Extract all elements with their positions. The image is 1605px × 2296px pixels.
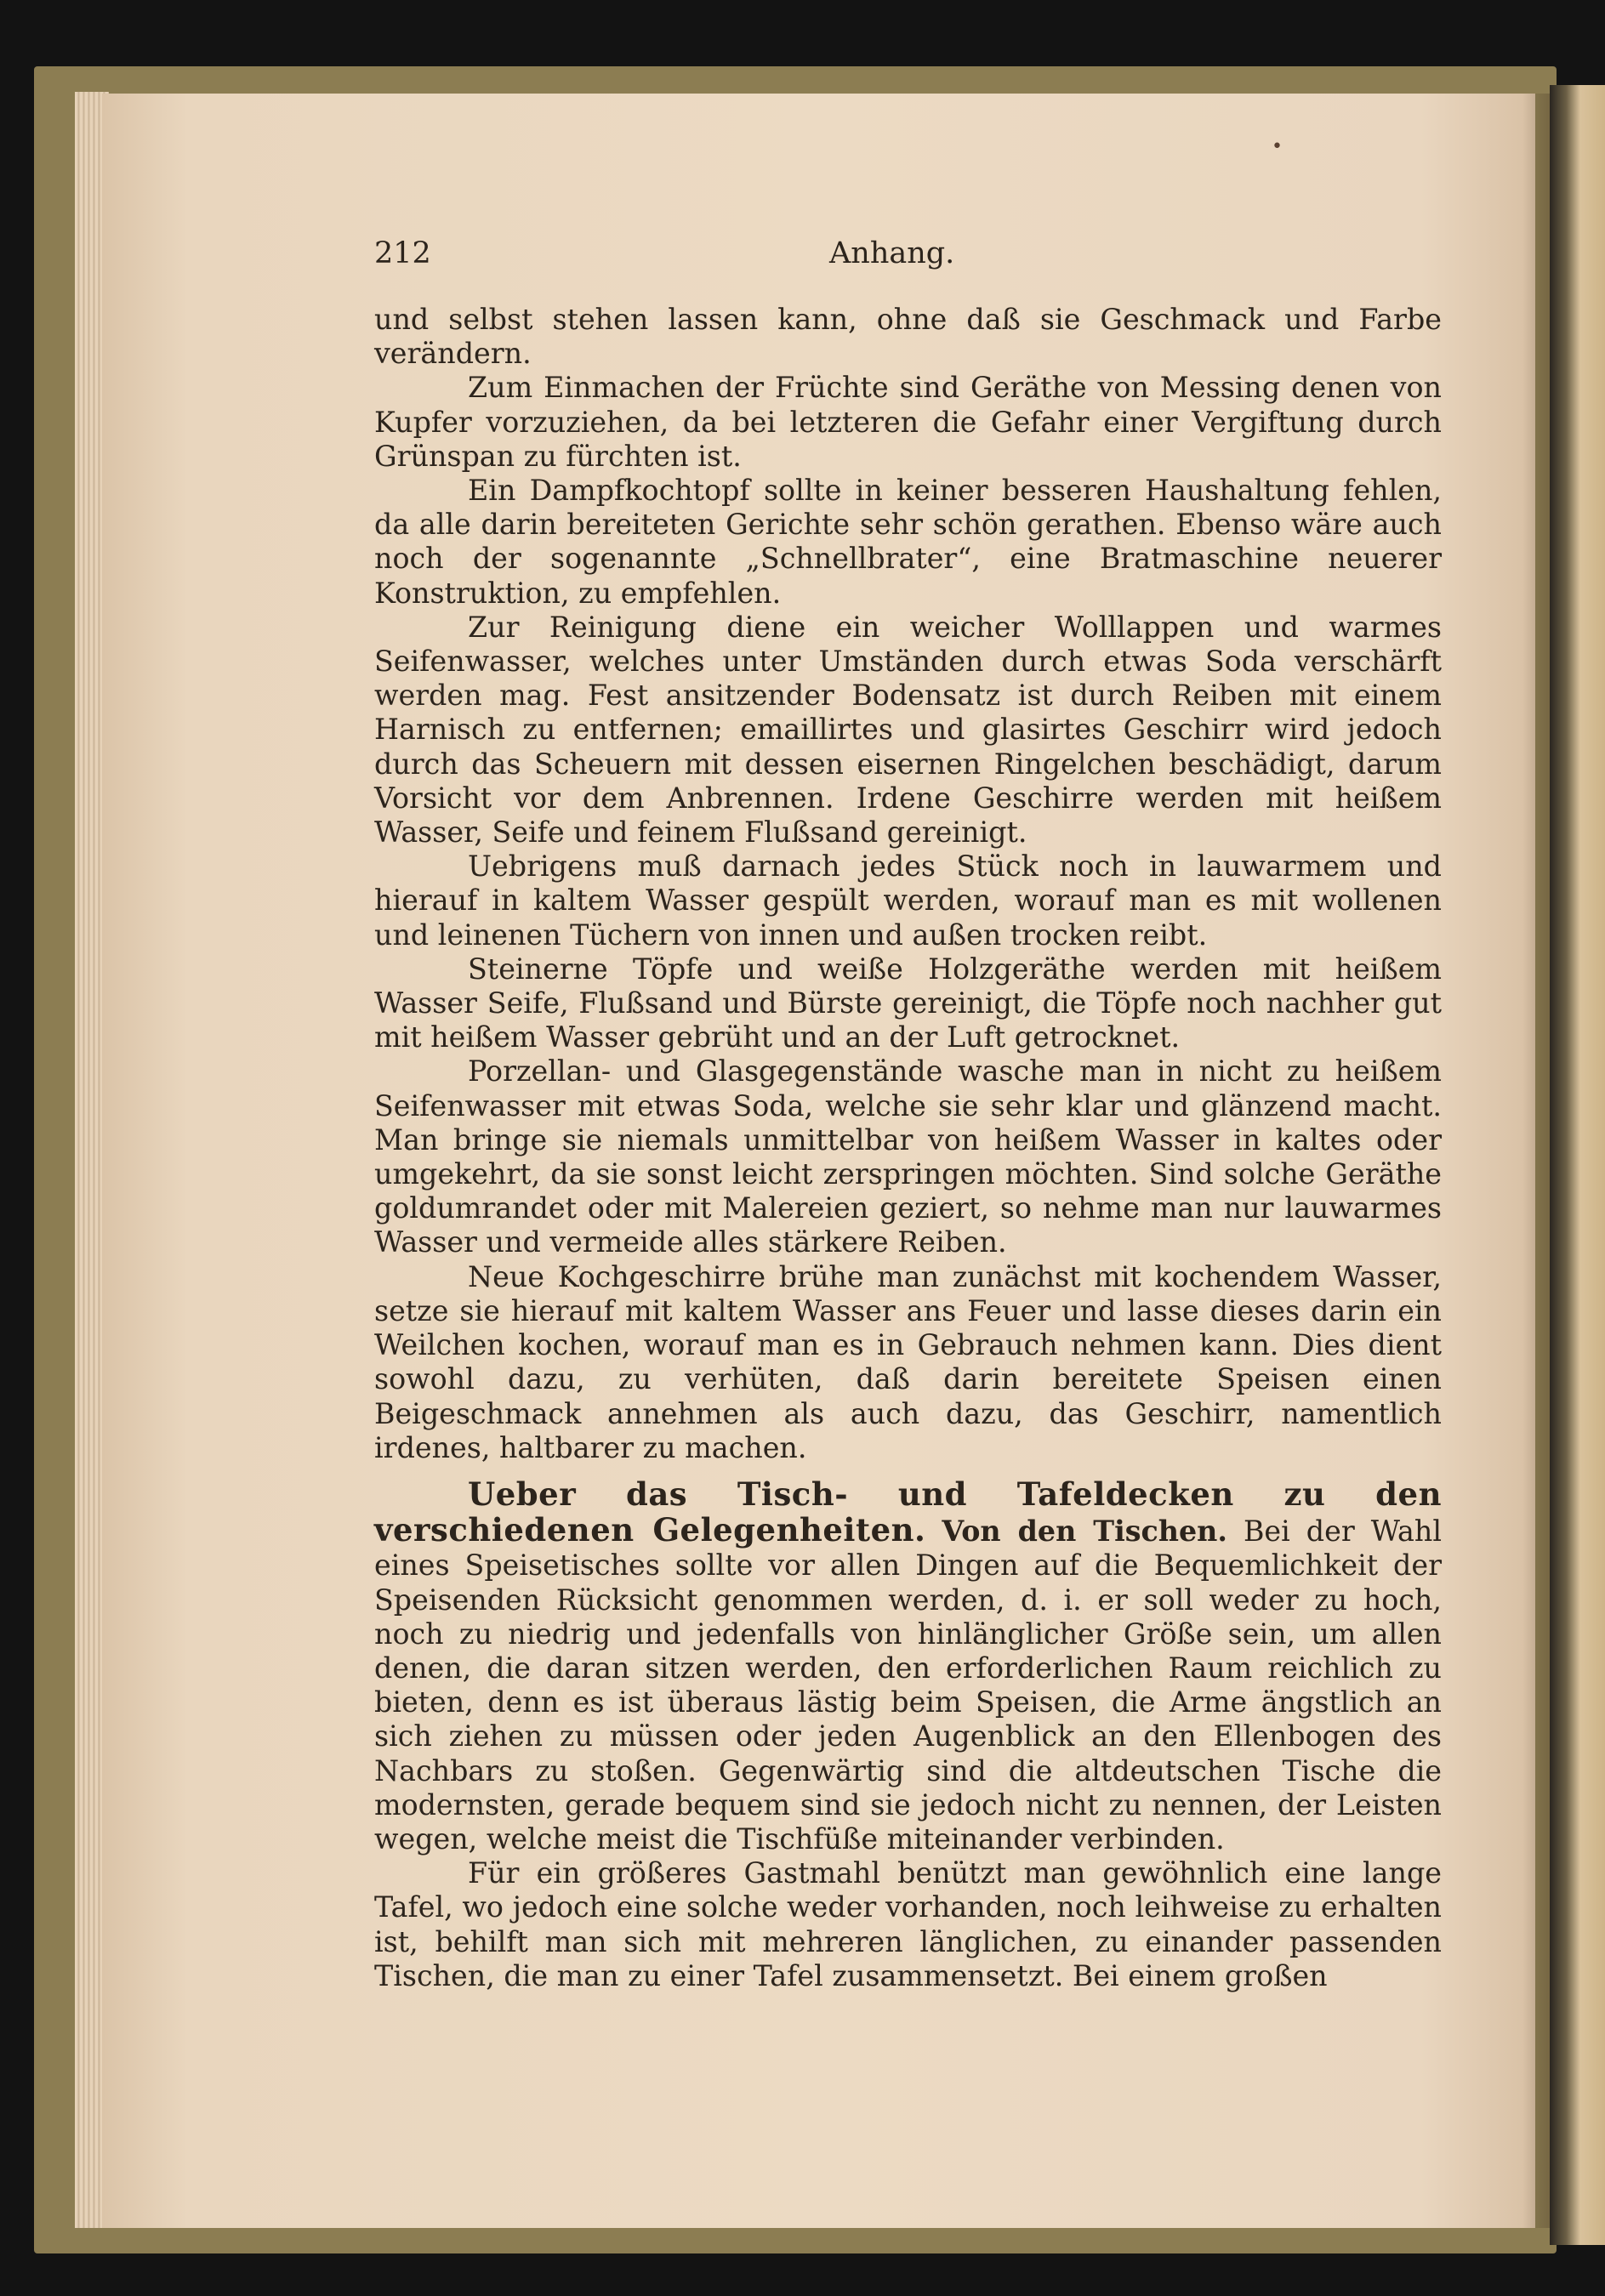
page-number: 212 — [374, 236, 431, 270]
paragraph: Neue Kochgeschirre brühe man zunächst mit kochendem Wasser, setze sie hierauf mit kaltem Wasser ans Feuer und lasse dieses darin ein Weilchen kochen, worauf man es in Gebrauch nehmen kann. Dies dient sowohl dazu, zu verhüten, daß darin bereitete Speisen einen Beigeschmack annehmen als auch dazu, das Geschirr, namentlich irdenes, haltbarer zu machen. — [374, 1259, 1442, 1464]
paragraph: Zur Reinigung diene ein weicher Wolllappen und warmes Seifenwasser, welches unter Umständen durch etwas Soda verschärft werden mag. Fest ansitzender Bodensatz ist durch Reiben mit einem Harnisch zu entfernen; emaillirtes und glasirtes Geschirr wird jedoch durch das Scheuern mit dessen eisernen Ringelchen beschädigt, darum Vorsicht vor dem Anbrennen. Irdene Geschirre werden mit heißem Wasser, Seife und feinem Flußsand gereinigt. — [374, 610, 1442, 850]
section-subheading: Von den Tischen. — [942, 1515, 1227, 1549]
body-text — [374, 303, 1442, 1993]
paragraph: Porzellan- und Glasgegenstände wasche man in nicht zu heißem Seifenwasser mit etwas Soda, welche sie sehr klar und glänzend macht. Man bringe sie niemals unmittelbar von heißem Wasser in kaltes oder umgekehrt, da sie sonst leicht zerspringen möchten. Sind solche Geräthe goldumrandet oder mit Malereien geziert, so nehme man nur lauwarmes Wasser und vermeide alles stärkere Reiben. — [374, 1054, 1442, 1259]
facing-page-edge — [1550, 85, 1605, 2245]
section-paragraph — [374, 1477, 1442, 1856]
paragraph: Für ein größeres Gastmahl benützt man gewöhnlich eine lange Tafel, wo jedoch eine solche weder vorhanden, noch leihweise zu erhalten ist, behilft man sich mit mehreren länglichen, zu einander passenden Tischen, die man zu einer Tafel zusammensetzt. Bei einem großen — [374, 1856, 1442, 1992]
paragraph: Uebrigens muß darnach jedes Stück noch in lauwarmem und hierauf in kaltem Wasser gespült werden, worauf man es mit wollenen und leinenen Tüchern von innen und außen trocken reibt. — [374, 850, 1442, 952]
paragraph: und selbst stehen lassen kann, ohne daß sie Geschmack und Farbe verändern. — [374, 303, 1442, 371]
ink-spot-mark: • — [1272, 136, 1283, 157]
paragraph: Zum Einmachen der Früchte sind Geräthe von Messing denen von Kupfer vorzuziehen, da bei letzteren die Gefahr einer Vergiftung durch Grünspan zu fürchten ist. — [374, 371, 1442, 473]
paragraph: Ein Dampfkochtopf sollte in keiner besseren Haushaltung fehlen, da alle darin bereiteten Gerichte sehr schön gerathen. Ebenso wäre auch noch der sogenannte „Schnellbrater“, eine Bratmaschine neuerer Konstruktion, zu empfehlen. — [374, 474, 1442, 610]
section-heading: Ueber das Tisch- und Tafeldecken zu den verschiedenen Gelegenheiten. — [374, 1475, 1442, 1549]
page-header — [374, 236, 1442, 279]
paragraph: Steinerne Töpfe und weiße Holzgeräthe werden mit heißem Wasser Seife, Flußsand und Bürste gereinigt, die Töpfe noch nachher gut mit heißem Wasser gebrüht und an der Luft getrocknet. — [374, 952, 1442, 1054]
section-text: Bei der Wahl eines Speisetisches sollte vor allen Dingen auf die Bequemlichkeit der Speisenden Rücksicht genommen werden, d. i. er soll weder zu hoch, noch zu niedrig und jedenfalls von hinlänglicher Größe sein, um allen denen, die daran sitzen werden, den erforderlichen Raum reichlich zu bieten, denn es ist überaus lästig beim Speisen, die Arme ängstlich an sich ziehen zu müssen oder jeden Augenblick an den Ellenbogen des Nachbars zu stoßen. Gegenwärtig sind die altdeutschen Tische die modernsten, gerade bequem sind sie jedoch nicht zu nennen, der Leisten wegen, welche meist die Tischfüße miteinander verbinden. — [374, 1515, 1443, 1856]
running-head: Anhang. — [829, 236, 955, 270]
